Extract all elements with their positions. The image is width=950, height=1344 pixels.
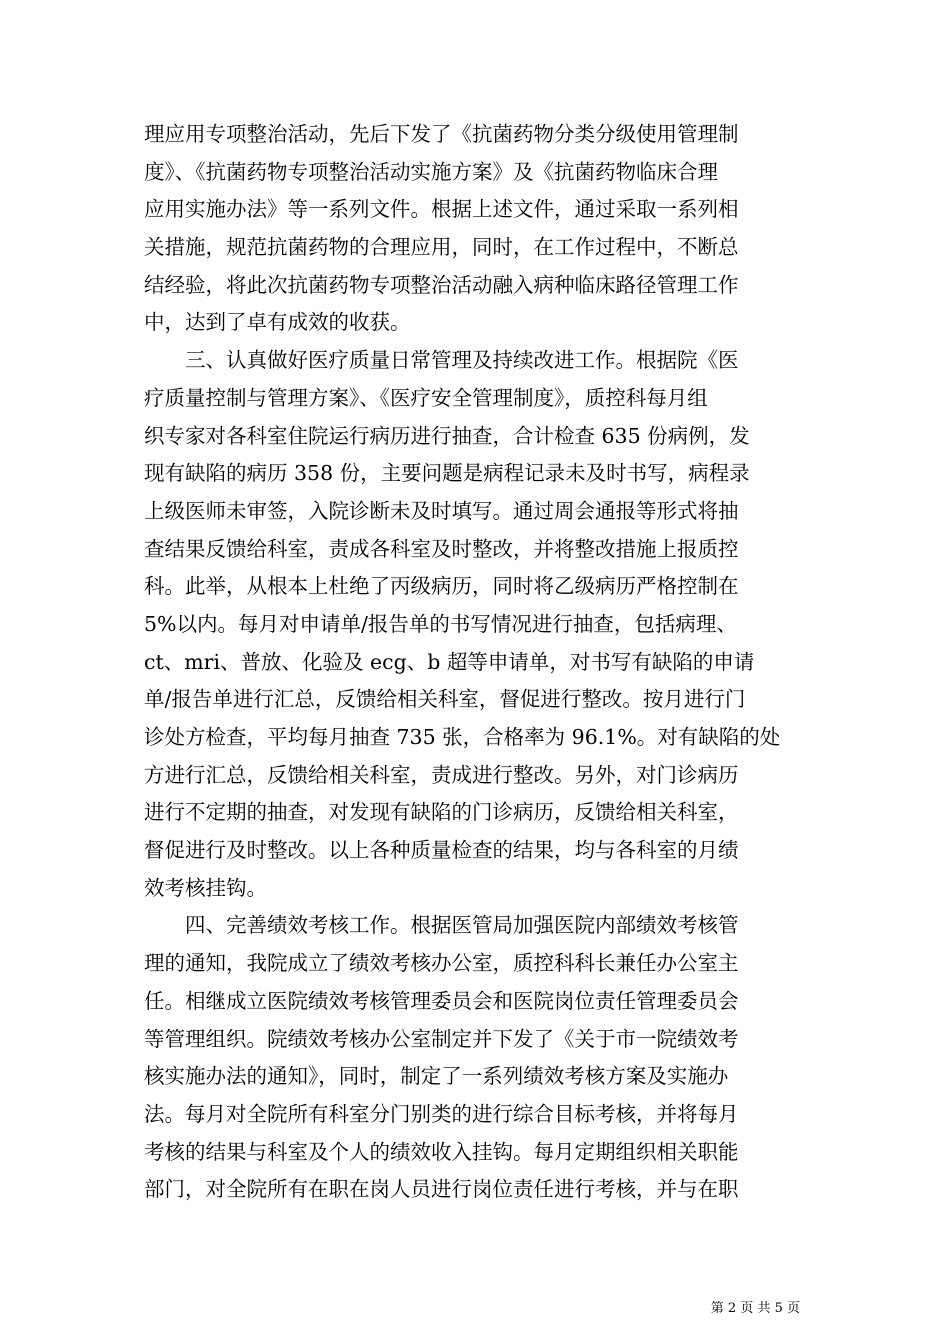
text-line: 度》、《抗菌药物专项整治活动实施方案》及《抗菌药物临床合理 — [144, 159, 718, 184]
text-line: 上级医师未审签，入院诊断未及时填写。通过周会通报等形式将抽 — [144, 498, 739, 523]
text-line: ct、mri、普放、化验及 ecg、b 超等申请单，对书写有缺陷的申请 — [144, 649, 755, 674]
text-line: 现有缺陷的病历 358 份，主要问题是病程记录未及时书写，病程录 — [144, 461, 750, 486]
text-line: 织专家对各科室住院运行病历进行抽查，合计检查 635 份病例，发 — [144, 423, 750, 448]
text-line: 诊处方检查，平均每月抽查 735 张，合格率为 96.1%。对有缺陷的处 — [144, 725, 781, 749]
paragraph-start-line: 三、认真做好医疗质量日常管理及持续改进工作。根据院《医 — [185, 348, 739, 373]
text-line: 进行不定期的抽查，对发现有缺陷的门诊病历，反馈给相关科室， — [144, 800, 739, 825]
body-text — [144, 116, 816, 1209]
text-line: 应用实施办法》等一系列文件。根据上述文件，通过采取一系列相 — [144, 197, 739, 222]
text-line: 效考核挂钩。 — [144, 875, 267, 900]
text-line: 理应用专项整治活动，先后下发了《抗菌药物分类分级使用管理制 — [144, 122, 739, 146]
page-number-footer: 第 2 页 共 5 页 — [710, 1301, 800, 1316]
paragraph-start-line: 四、完善绩效考核工作。根据医管局加强医院内部绩效考核管 — [185, 913, 739, 938]
text-line: 任。相继成立医院绩效考核管理委员会和医院岗位责任管理委员会 — [144, 988, 739, 1013]
text-line: 查结果反馈给科室，责成各科室及时整改，并将整改措施上报质控 — [144, 536, 739, 561]
text-line: 5%以内。每月对申请单/报告单的书写情况进行抽查，包括病理、 — [144, 611, 737, 636]
text-line: 核实施办法的通知》，同时，制定了一系列绩效考核方案及实施办 — [144, 1064, 729, 1089]
text-line: 关措施，规范抗菌药物的合理应用，同时，在工作过程中，不断总 — [144, 235, 739, 260]
text-line: 方进行汇总，反馈给相关科室，责成进行整改。另外，对门诊病历 — [144, 762, 739, 787]
text-line: 结经验，将此次抗菌药物专项整治活动融入病种临床路径管理工作 — [144, 272, 739, 297]
text-line: 法。每月对全院所有科室分门别类的进行综合目标考核，并将每月 — [144, 1101, 739, 1126]
text-line: 单/报告单进行汇总，反馈给相关科室，督促进行整改。按月进行门 — [144, 687, 746, 712]
text-line: 等管理组织。院绩效考核办公室制定并下发了《关于市一院绩效考 — [144, 1026, 739, 1051]
text-line: 疗质量控制与管理方案》、《医疗安全管理制度》，质控科每月组 — [144, 385, 708, 410]
text-line: 理的通知，我院成立了绩效考核办公室，质控科科长兼任办公室主 — [144, 951, 739, 976]
text-line: 中，达到了卓有成效的收获。 — [144, 310, 411, 335]
text-line: 考核的结果与科室及个人的绩效收入挂钩。每月定期组织相关职能 — [144, 1139, 739, 1164]
text-line: 科。此举，从根本上杜绝了丙级病历，同时将乙级病历严格控制在 — [144, 574, 739, 599]
text-line: 督促进行及时整改。以上各种质量检查的结果，均与各科室的月绩 — [144, 838, 739, 863]
text-line: 部门，对全院所有在职在岗人员进行岗位责任进行考核，并与在职 — [144, 1177, 739, 1202]
